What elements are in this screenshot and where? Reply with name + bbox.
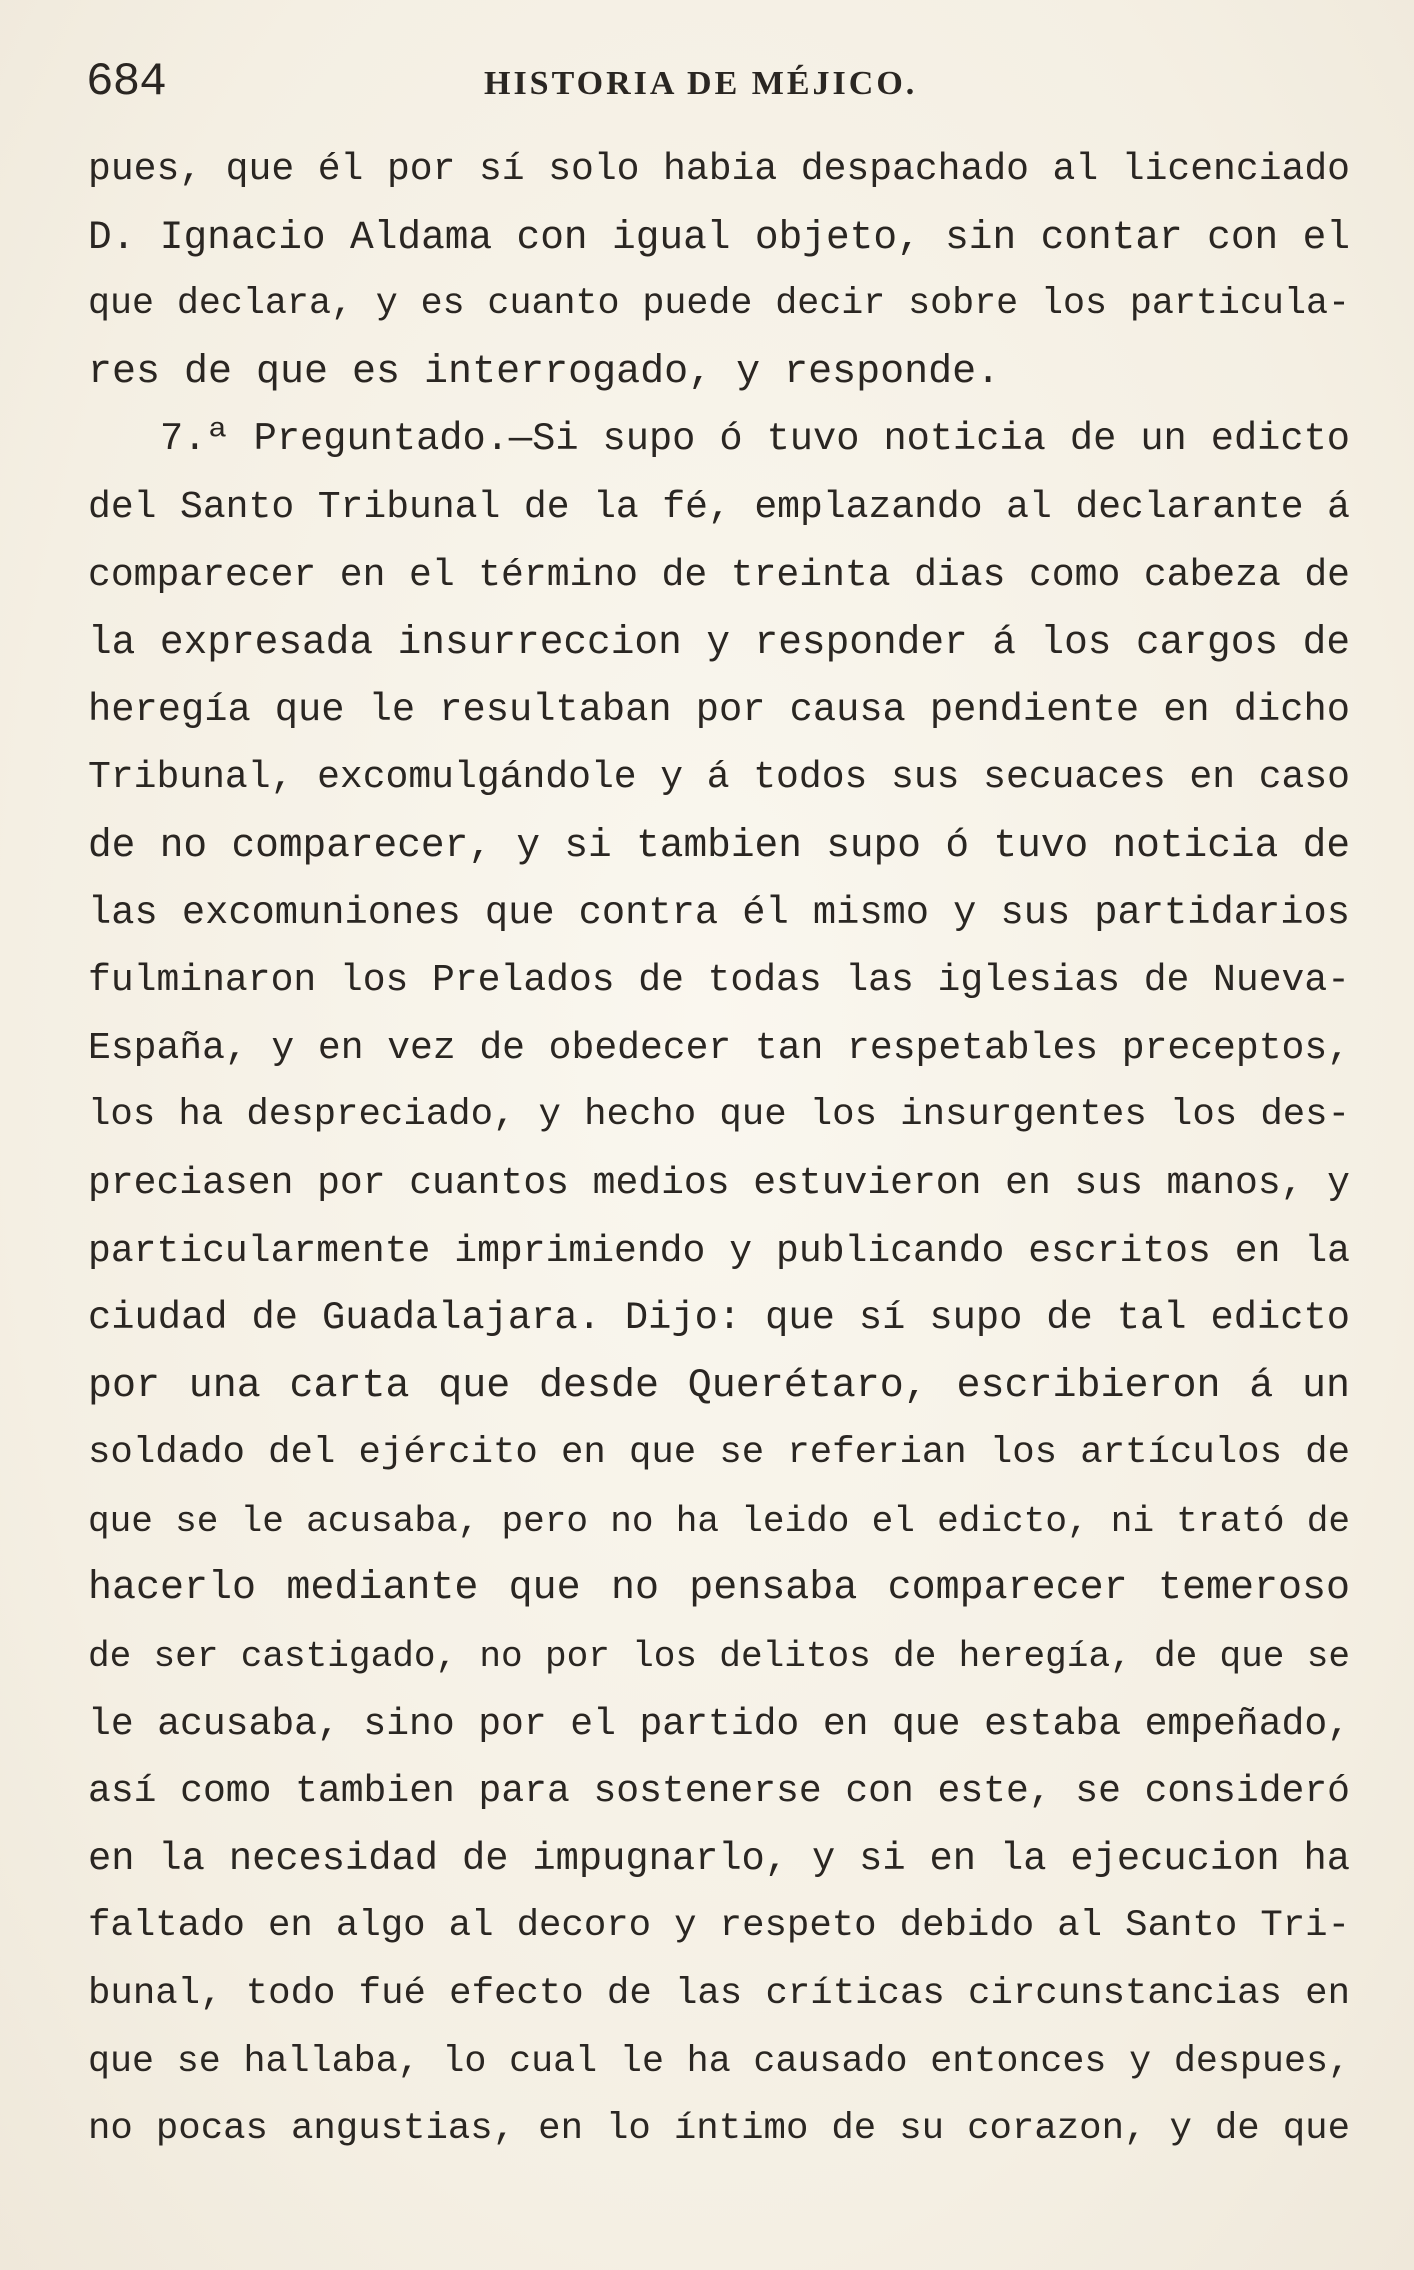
text-line: del Santo Tribunal de la fé, emplazando al declarante á bbox=[88, 485, 1350, 529]
text-line: particularmente imprimiendo y publicando escritos en la bbox=[88, 1229, 1350, 1273]
text-line: que se hallaba, lo cual le ha causado entonces y despues, bbox=[88, 2040, 1350, 2083]
text-line: le acusaba, sino por el partido en que estaba empeñado, bbox=[88, 1702, 1350, 1746]
text-line: faltado en algo al decoro y respeto debido al Santo Tri- bbox=[88, 1905, 1350, 1948]
text-line: fulminaron los Prelados de todas las iglesias de Nueva- bbox=[88, 959, 1350, 1003]
text-line: en la necesidad de impugnarlo, y si en la ejecucion ha bbox=[88, 1836, 1350, 1881]
text-line: hacerlo mediante que no pensaba comparecer temeroso bbox=[88, 1566, 1350, 1612]
text-line: bunal, todo fué efecto de las críticas circunstancias en bbox=[88, 1973, 1350, 2016]
text-line: España, y en vez de obedecer tan respetables preceptos, bbox=[88, 1026, 1350, 1070]
text-line: 7.ª Preguntado.—Si supo ó tuvo noticia de un edicto bbox=[160, 417, 1350, 462]
text-line: Tribunal, excomulgándole y á todos sus secuaces en caso bbox=[88, 756, 1350, 800]
text-line: la expresada insurreccion y responder á los cargos de bbox=[88, 620, 1350, 666]
text-line: que se le acusaba, pero no ha leido el edicto, ni trató de bbox=[88, 1500, 1350, 1542]
text-line: comparecer en el término de treinta dias como cabeza de bbox=[88, 553, 1350, 597]
text-line: res de que es interrogado, y responde. bbox=[88, 349, 1001, 395]
body-text bbox=[88, 136, 1350, 2164]
page-header bbox=[86, 52, 1348, 112]
text-line: que declara, y es cuanto puede decir sobre los particula- bbox=[88, 283, 1350, 326]
text-line: preciasen por cuantos medios estuvieron en sus manos, y bbox=[88, 1161, 1350, 1205]
text-line: pues, que él por sí solo habia despachado al licenciado bbox=[88, 148, 1350, 191]
page-number: 684 bbox=[86, 56, 166, 108]
text-line: los ha despreciado, y hecho que los insurgentes los des- bbox=[88, 1094, 1350, 1137]
text-line: ciudad de Guadalajara. Dijo: que sí supo de tal edicto bbox=[88, 1296, 1350, 1341]
text-line: de ser castigado, no por los delitos de heregía, de que se bbox=[88, 1636, 1350, 1678]
text-line: así como tambien para sostenerse con este, se consideró bbox=[88, 1770, 1350, 1814]
text-line: no pocas angustias, en lo íntimo de su corazon, y de que bbox=[88, 2108, 1350, 2151]
text-line: por una carta que desde Querétaro, escribieron á un bbox=[88, 1363, 1350, 1409]
running-title: HISTORIA DE MÉJICO. bbox=[484, 65, 918, 102]
text-line: las excomuniones que contra él mismo y sus partidarios bbox=[88, 890, 1350, 935]
text-line: D. Ignacio Aldama con igual objeto, sin contar con el bbox=[88, 214, 1350, 260]
text-line: heregía que le resultaban por causa pendiente en dicho bbox=[88, 687, 1350, 732]
text-line: de no comparecer, y si tambien supo ó tuvo noticia de bbox=[88, 822, 1350, 868]
text-line: soldado del ejército en que se referian los artículos de bbox=[88, 1432, 1350, 1475]
